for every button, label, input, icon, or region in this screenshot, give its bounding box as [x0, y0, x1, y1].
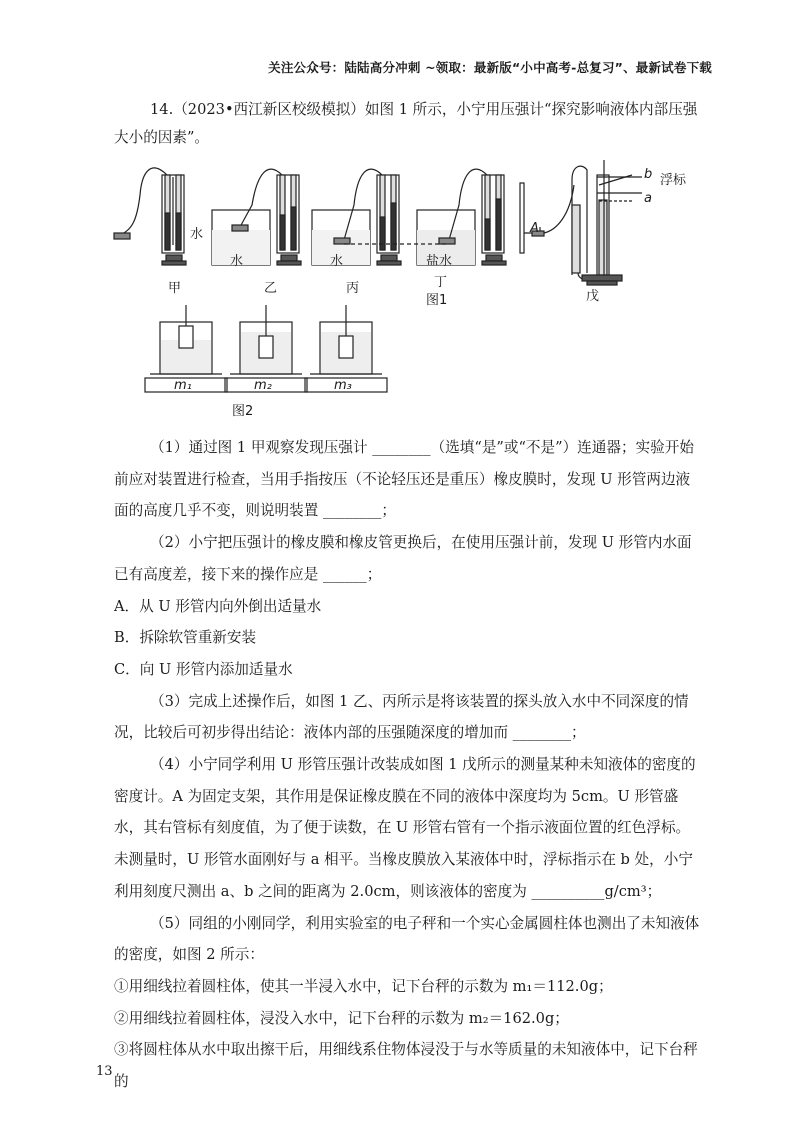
- page-header: 关注公众号：陆陆高分冲刺 ~领取：最新版“小中高考-总复习”、最新试卷下载: [268, 60, 712, 75]
- option-c: C．向 U 形管内添加适量水: [114, 660, 293, 678]
- step-2: ②用细线拉着圆柱体，浸没入水中，记下台秤的示数为 m₂＝162.0g；: [114, 1009, 569, 1027]
- step-3: ③将圆柱体从水中取出擦干后，用细线系住物体浸没于与水等质量的未知液体中，记下台秤的: [114, 1041, 698, 1091]
- fig1-liquid-label-yi: 水: [230, 254, 244, 269]
- apparatus-bing: [312, 169, 401, 265]
- scale-label-m3: m₃: [334, 378, 352, 393]
- scale-label-m1: m₁: [174, 378, 192, 393]
- question-body: [114, 432, 702, 1098]
- page-number: 13: [96, 1064, 113, 1079]
- question-intro-block: [114, 96, 702, 152]
- fig1-liquid-label-jia: 水: [190, 227, 204, 242]
- apparatus-jia: [114, 168, 186, 265]
- part-5: （5）同组的小刚同学，利用实验室的电子秤和一个实心金属圆柱体也测出了未知液体的密度，如图 2 所示：: [114, 914, 700, 964]
- fig1-label-bing: 丙: [346, 281, 360, 296]
- fig2-caption: 图2: [232, 404, 254, 419]
- option-a: A．从 U 形管内向外倒出适量水: [114, 597, 322, 615]
- fig1-label-ding: 丁: [434, 275, 448, 290]
- question-intro: 14.（2023•西江新区校级模拟）如图 1 所示，小宁用压强计“探究影响液体内部压强大小的因素”。: [114, 101, 698, 146]
- fig1-label-wu: 戊: [586, 289, 600, 304]
- fig1-mark-A: A: [530, 221, 539, 236]
- figure-2-drawing: [140, 300, 440, 425]
- figure-1: [112, 155, 712, 315]
- fig1-liquid-label-ding: 盐水: [426, 254, 453, 269]
- apparatus-yi: [212, 169, 301, 265]
- step-1: ①用细线拉着圆柱体，使其一半浸入水中，记下台秤的示数为 m₁＝112.0g；: [114, 977, 613, 995]
- fig1-label-jia: 甲: [168, 281, 182, 296]
- part-4: （4）小宁同学利用 U 形管压强计改装成如图 1 戊所示的测量某种未知液体的密度的密度计。A 为固定支架，其作用是保证橡皮膜在不同的液体中深度均为 5cm。U 形管盛水，其右管标有刻度值，为了便于读数，在 U 形管右管有一个指示液面位置的红色浮标。未测量时，U 形管水面刚好与 a 相平。当橡皮膜放入某液体中时，浮标指示在 b 处，小宁利用刻度尺测出 a、b 之间的距离为 2.0cm，则该液体的密度为 __________g/cm³；: [114, 756, 696, 900]
- fig1-label-yi: 乙: [264, 281, 278, 296]
- fig1-mark-a: a: [644, 191, 652, 206]
- part-3: （3）完成上述操作后，如图 1 乙、丙所示是将该装置的探头放入水中不同深度的情况，比较后可初步得出结论：液体内部的压强随深度的增加而 ________；: [114, 692, 689, 742]
- fig1-mark-b: b: [644, 167, 653, 182]
- scale-label-m2: m₂: [254, 378, 272, 393]
- fig1-caption: 图1: [426, 293, 448, 308]
- figure-2: [140, 300, 440, 425]
- fig1-float-label: 浮标: [660, 173, 687, 188]
- part-2: （2）小宁把压强计的橡皮膜和橡皮管更换后，在使用压强计前，发现 U 形管内水面已有高度差，接下来的操作应是 ______；: [114, 534, 692, 583]
- fig1-liquid-label-bing: 水: [330, 254, 344, 269]
- option-b: B．拆除软管重新安装: [114, 629, 257, 647]
- part-1: （1）通过图 1 甲观察发现压强计 ________（选填“是”或“不是”）连通器；实验开始前应对装置进行检查，当用手指按压（不论轻压还是重压）橡皮膜时，发现 U 形管两边液面的高度几乎不变，则说明装置 ________；: [114, 439, 694, 520]
